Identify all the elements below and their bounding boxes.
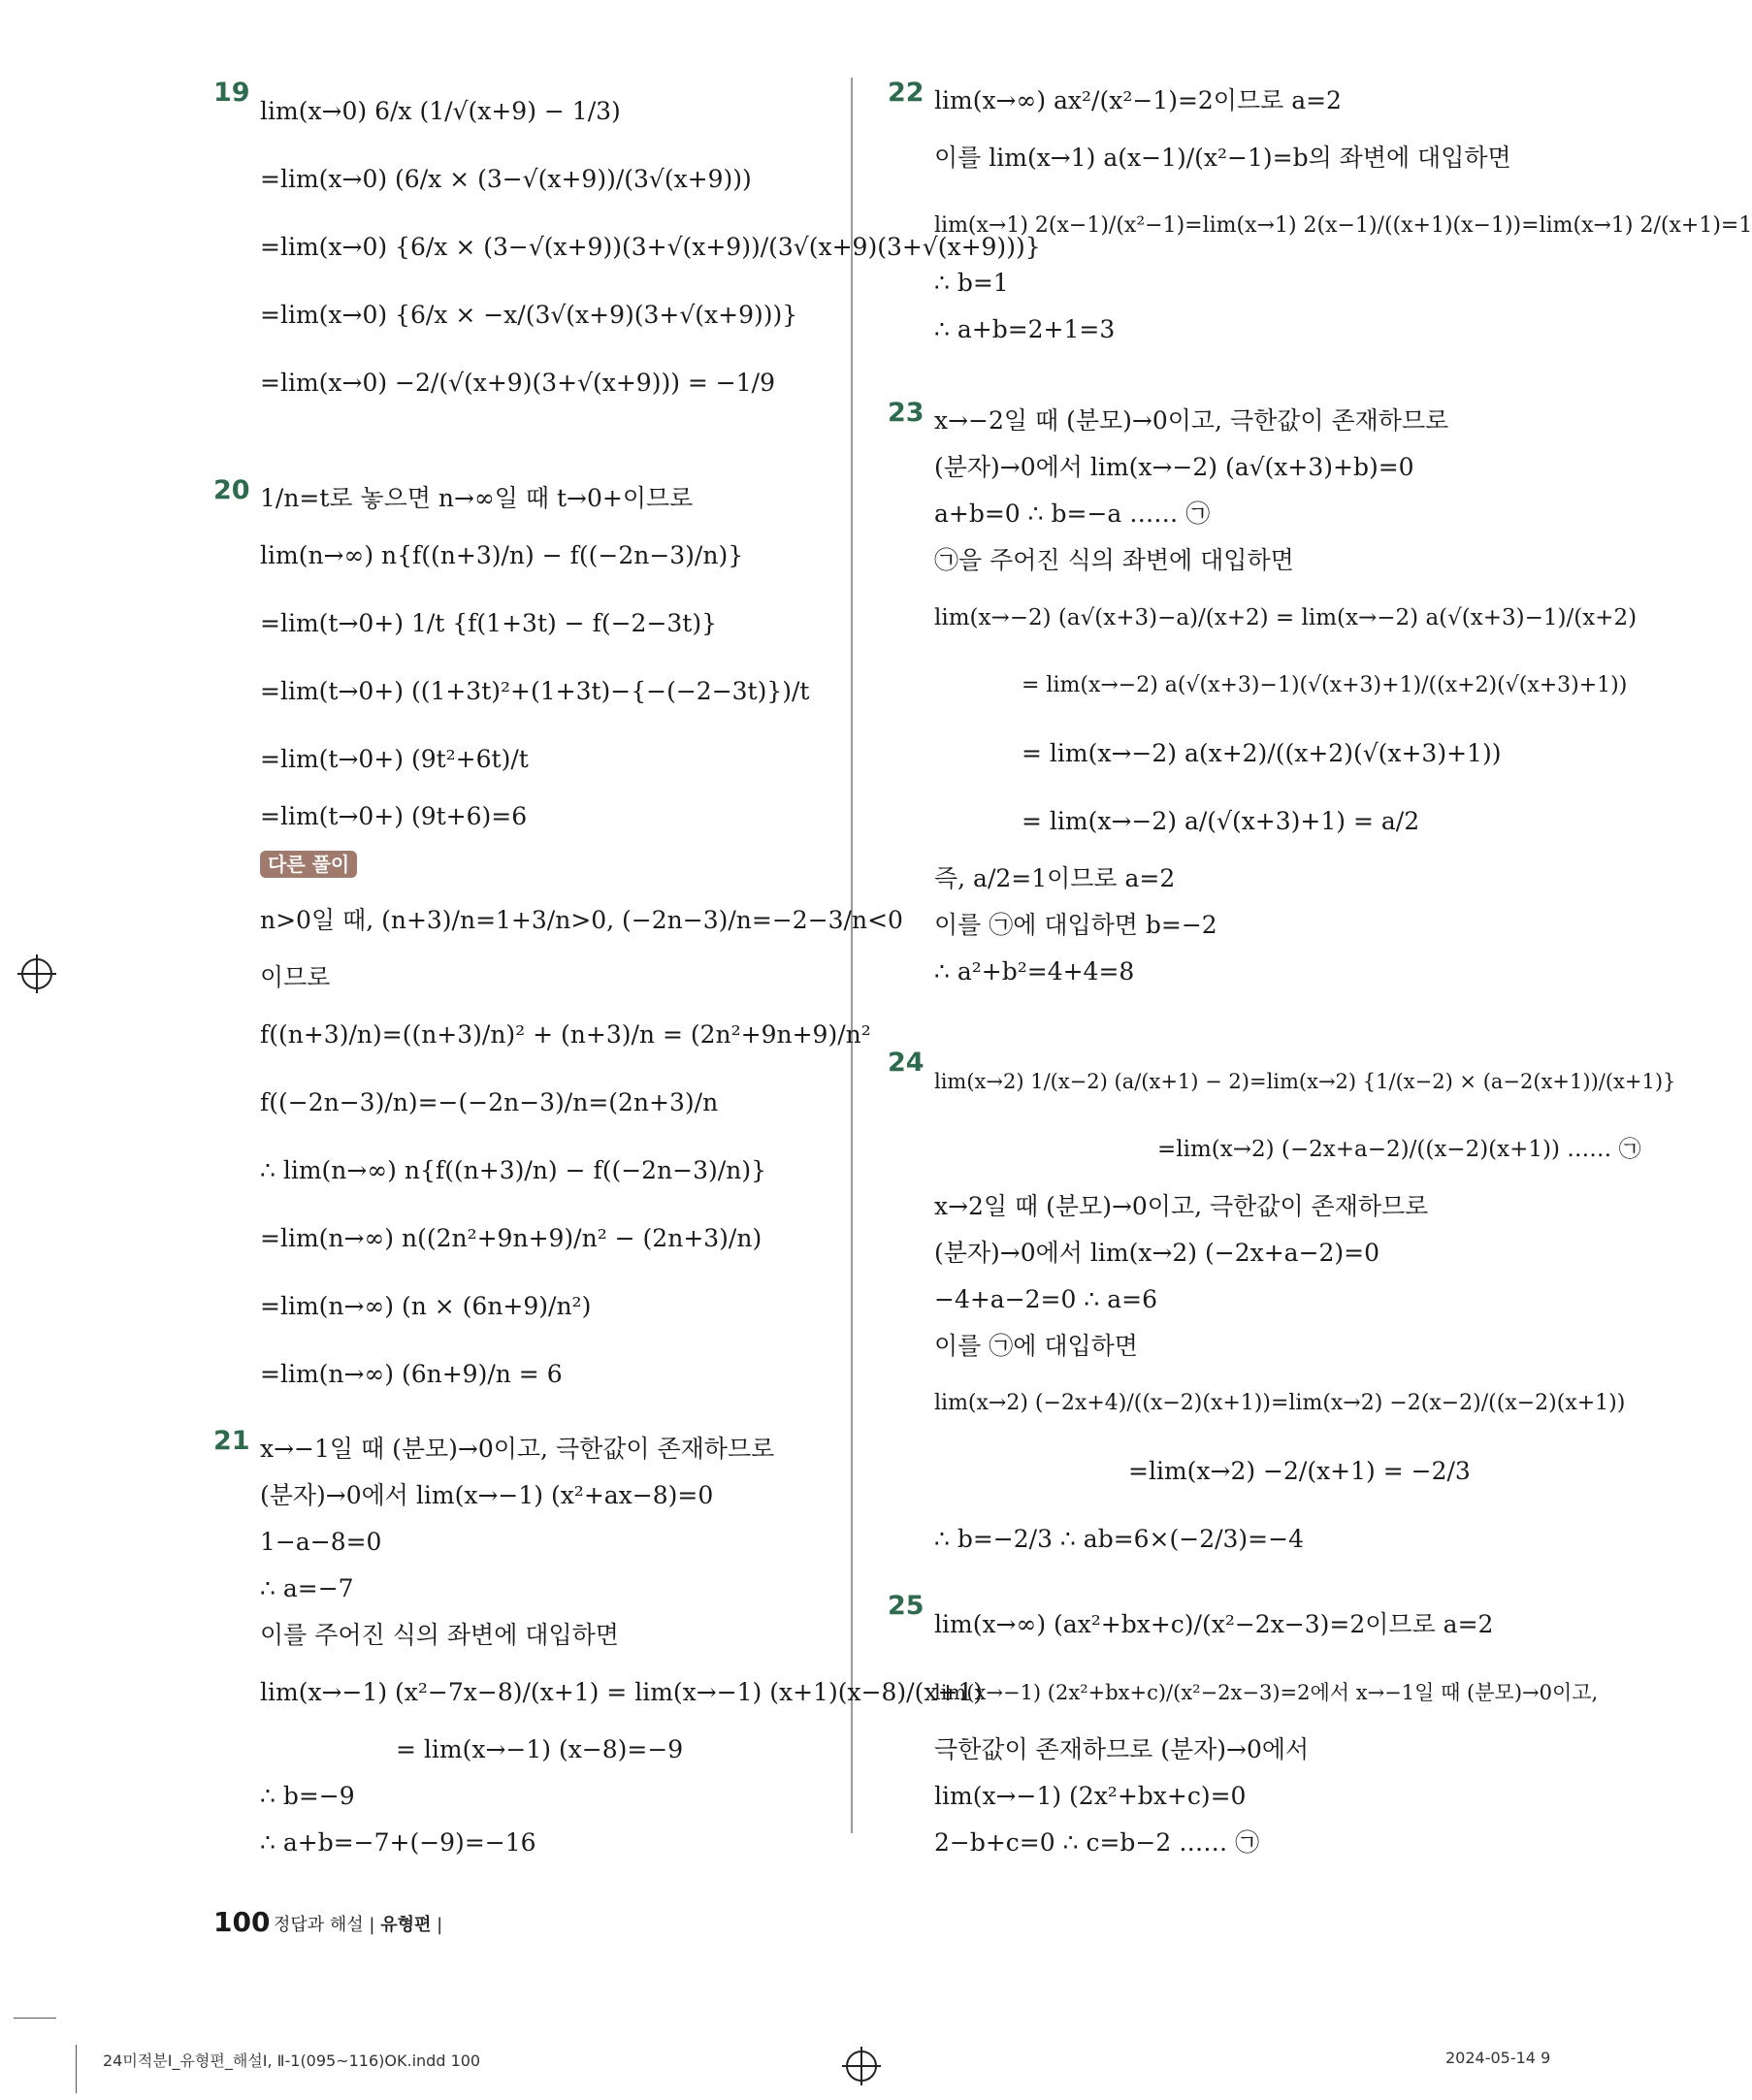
footer-section: 유형편 bbox=[380, 1915, 432, 1935]
math-line: x→−1일 때 (분모)→0이고, 극한값이 존재하므로 bbox=[260, 1435, 775, 1463]
math-line: =lim(n→∞) n((2n²+9n+9)/n² − (2n+3)/n) bbox=[260, 1224, 762, 1252]
math-line: lim(n→∞) n{f((n+3)/n) − f((−2n−3)/n)} bbox=[260, 541, 744, 569]
alt-solution-row bbox=[260, 840, 861, 887]
math-line: 즉, a/2=1이므로 a=2 bbox=[934, 864, 1176, 892]
math-line: ∴ a²+b²=4+4=8 bbox=[934, 957, 1135, 985]
math-line: lim(x→−2) (a√(x+3)−a)/(x+2) = lim(x→−2) a(√(x+3)−1)/(x+2) bbox=[934, 605, 1638, 630]
math-line: =lim(x→0) {6/x × (3−√(x+9))(3+√(x+9))/(3√(x+9)(3+√(x+9)))} bbox=[260, 233, 1041, 261]
alt-solution-badge: 다른 풀이 bbox=[260, 851, 357, 878]
math-line: =lim(x→0) −2/(√(x+9)(3+√(x+9))) = −1/9 bbox=[260, 369, 775, 397]
math-line: 이므로 bbox=[260, 963, 331, 991]
math-line: ∴ a+b=2+1=3 bbox=[934, 315, 1116, 343]
crop-mark bbox=[76, 2045, 77, 2093]
math-line: = lim(x→−2) a(x+2)/((x+2)(√(x+3)+1)) bbox=[1022, 739, 1502, 767]
math-line: = lim(x→−1) (x−8)=−9 bbox=[396, 1735, 684, 1763]
math-line: ∴ b=−2/3 ∴ ab=6×(−2/3)=−4 bbox=[934, 1525, 1304, 1553]
solution-lines bbox=[934, 398, 1638, 995]
math-line: lim(x→∞) ax²/(x²−1)=2이므로 a=2 bbox=[934, 86, 1342, 114]
math-line: 극한값이 존재하므로 (분자)→0에서 bbox=[934, 1735, 1310, 1763]
math-line: lim(x→−1) (2x²+bx+c)=0 bbox=[934, 1782, 1247, 1810]
math-line: 2−b+c=0 ∴ c=b−2 …… ㉠ bbox=[934, 1828, 1260, 1857]
math-line: lim(x→1) 2(x−1)/(x²−1)=lim(x→1) 2(x−1)/((x+1)(x−1))=lim(x→1) 2/(x+1)=1 bbox=[934, 213, 1752, 238]
math-line: =lim(n→∞) (6n+9)/n = 6 bbox=[260, 1360, 563, 1388]
problem-number: 19 bbox=[213, 78, 250, 108]
math-line: =lim(t→0+) (9t+6)=6 bbox=[260, 802, 528, 830]
math-line: = lim(x→−2) a(√(x+3)−1)(√(x+3)+1)/((x+2)(√(x+3)+1)) bbox=[1022, 673, 1628, 697]
math-line: =lim(x→0) (6/x × (3−√(x+9))/(3√(x+9))) bbox=[260, 165, 752, 193]
solution-lines bbox=[934, 1048, 1676, 1573]
page-number: 100 bbox=[213, 1906, 271, 1938]
solution-lines bbox=[260, 475, 903, 1408]
math-line: 이를 ㉠에 대입하면 bbox=[934, 1332, 1138, 1360]
math-line: lim(x→2) 1/(x−2) (a/(x+1) − 2)=lim(x→2) {1/(x−2) × (a−2(x+1))/(x+1)} bbox=[934, 1070, 1676, 1093]
problem-number: 22 bbox=[888, 78, 925, 108]
math-line: 이를 ㉠에 대입하면 b=−2 bbox=[934, 911, 1217, 939]
math-line: f((n+3)/n)=((n+3)/n)² + (n+3)/n = (2n²+9n+9)/n² bbox=[260, 1020, 871, 1049]
footer-book-label: 정답과 해설 bbox=[274, 1915, 364, 1935]
problem-number: 23 bbox=[888, 398, 925, 428]
math-line: =lim(n→∞) (n × (6n+9)/n²) bbox=[260, 1292, 592, 1320]
print-file-info: 24미적분Ⅰ_유형편_해설Ⅰ, Ⅱ-1(095~116)OK.indd 100 bbox=[103, 2052, 481, 2070]
math-line: (분자)→0에서 lim(x→−1) (x²+ax−8)=0 bbox=[260, 1481, 714, 1509]
problem-number: 20 bbox=[213, 475, 250, 505]
math-line: = lim(x→−2) a/(√(x+3)+1) = a/2 bbox=[1022, 807, 1420, 835]
math-line: =lim(t→0+) 1/t {f(1+3t) − f(−2−3t)} bbox=[260, 609, 717, 637]
math-line: =lim(x→0) {6/x × −x/(3√(x+9)(3+√(x+9)))} bbox=[260, 301, 798, 329]
math-line: (분자)→0에서 lim(x→2) (−2x+a−2)=0 bbox=[934, 1239, 1380, 1267]
math-line: a+b=0 ∴ b=−a …… ㉠ bbox=[934, 500, 1211, 528]
footer-label bbox=[274, 1911, 442, 1936]
math-line: ∴ a=−7 bbox=[260, 1574, 354, 1602]
footer-separator: | bbox=[369, 1915, 381, 1935]
registration-mark-icon bbox=[846, 2051, 877, 2082]
print-date: 2024-05-14 9 bbox=[1445, 2049, 1551, 2067]
math-line: =lim(x→2) −2/(x+1) = −2/3 bbox=[1128, 1457, 1471, 1485]
footer-separator: | bbox=[437, 1915, 443, 1935]
problem-number: 24 bbox=[888, 1048, 925, 1078]
math-line: =lim(t→0+) ((1+3t)²+(1+3t)−{−(−2−3t)})/t bbox=[260, 677, 810, 705]
solution-lines bbox=[934, 1591, 1599, 1866]
math-line: lim(x→2) (−2x+4)/((x−2)(x+1))=lim(x→2) −2(x−2)/((x−2)(x+1)) bbox=[934, 1391, 1626, 1415]
math-line: =lim(t→0+) (9t²+6t)/t bbox=[260, 745, 529, 773]
math-line: ㉠을 주어진 식의 좌변에 대입하면 bbox=[934, 546, 1294, 574]
math-line: ∴ lim(n→∞) n{f((n+3)/n) − f((−2n−3)/n)} bbox=[260, 1156, 766, 1184]
crop-mark bbox=[14, 2018, 56, 2019]
math-line: lim(x→−1) (2x²+bx+c)/(x²−2x−3)=2에서 x→−1일 때 (분모)→0이고, bbox=[934, 1681, 1599, 1704]
math-line: lim(x→0) 6/x (1/√(x+9) − 1/3) bbox=[260, 97, 621, 125]
math-line: −4+a−2=0 ∴ a=6 bbox=[934, 1285, 1157, 1313]
problem-number: 25 bbox=[888, 1591, 925, 1621]
math-line: lim(x→∞) (ax²+bx+c)/(x²−2x−3)=2이므로 a=2 bbox=[934, 1610, 1494, 1638]
math-line: lim(x→−1) (x²−7x−8)/(x+1) = lim(x→−1) (x+1)(x−8)/(x+1) bbox=[260, 1678, 984, 1706]
math-line: x→−2일 때 (분모)→0이고, 극한값이 존재하므로 bbox=[934, 406, 1449, 435]
math-line: 이를 lim(x→1) a(x−1)/(x²−1)=b의 좌변에 대입하면 bbox=[934, 144, 1511, 172]
math-line: =lim(x→2) (−2x+a−2)/((x−2)(x+1)) …… ㉠ bbox=[1157, 1137, 1641, 1162]
math-line: x→2일 때 (분모)→0이고, 극한값이 존재하므로 bbox=[934, 1192, 1429, 1220]
math-line: 1/n=t로 놓으면 n→∞일 때 t→0+이므로 bbox=[260, 484, 694, 512]
math-line: 1−a−8=0 bbox=[260, 1528, 382, 1556]
math-line: ∴ a+b=−7+(−9)=−16 bbox=[260, 1828, 536, 1857]
registration-mark-icon bbox=[21, 958, 52, 989]
math-line: (분자)→0에서 lim(x→−2) (a√(x+3)+b)=0 bbox=[934, 453, 1414, 481]
math-line: ∴ b=−9 bbox=[260, 1782, 355, 1810]
problem-number: 21 bbox=[213, 1426, 250, 1456]
math-line: n>0일 때, (n+3)/n=1+3/n>0, (−2n−3)/n=−2−3/n<0 bbox=[260, 906, 903, 934]
math-line: ∴ b=1 bbox=[934, 269, 1009, 297]
solution-lines bbox=[934, 78, 1752, 353]
math-line: f((−2n−3)/n)=−(−2n−3)/n=(2n+3)/n bbox=[260, 1088, 719, 1116]
math-line: 이를 주어진 식의 좌변에 대입하면 bbox=[260, 1621, 619, 1649]
